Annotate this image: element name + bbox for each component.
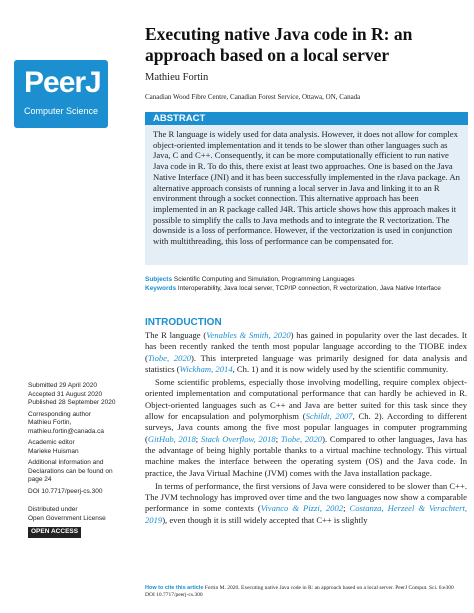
doi-sidebar[interactable]: DOI 10.7717/peerj-cs.300 xyxy=(28,487,103,495)
text-run: , Ch. 2). According to different surveys, Java counts among the five most popular languages in computer programming ( xyxy=(145,411,467,444)
academic-editor-name: Marieke Huisman xyxy=(28,447,79,455)
citation-link[interactable]: GitHub, 2018 xyxy=(147,433,196,444)
citation-link[interactable]: Wickham, 2014 xyxy=(179,363,233,374)
how-to-cite-label: How to cite this article xyxy=(145,585,204,591)
citation-link[interactable]: Vivanco & Pizzi, 2002 xyxy=(260,503,344,514)
text-run: ) has gained in popularity over the last decades. It has been recently ranked the tenth most popular language according to the TIOBE index ( xyxy=(145,330,468,363)
academic-editor-block xyxy=(28,439,128,456)
metadata-block xyxy=(145,276,465,293)
citation-link[interactable]: Costanza, Herzeel & Verachtert, 2019 xyxy=(145,503,467,525)
footer-doi[interactable]: DOI 10.7717/peerj-cs.300 xyxy=(145,592,203,598)
text-run: ). Compared to other languages, Java has the advantage of being highly portable thanks to a virtual machine technology. This virtual machine makes the interface between the operating system (OS) and the Java code. In practice, the Java Virtual Machine (JVM) comes with the Java installation package. xyxy=(145,433,468,478)
corresponding-author-name: Mathieu Fortin, xyxy=(28,419,72,426)
citation-link[interactable]: Tiobe, 2020 xyxy=(280,433,323,444)
open-access-badge: OPEN ACCESS xyxy=(28,527,81,538)
text-run: ; xyxy=(343,503,350,514)
keywords-value: Interoperability, Java local server, TCP/IP connection, R vectorization, Java Native Interface xyxy=(177,284,441,292)
citation-link[interactable]: Venables & Smith, 2020 xyxy=(206,330,291,340)
subjects-value: Scientific Computing and Simulation, Programming Languages xyxy=(173,276,355,283)
published-date: Published 28 September 2020 xyxy=(28,399,116,406)
logo-subtitle: Computer Science xyxy=(24,106,99,116)
peerj-logo xyxy=(14,60,108,128)
text-run: , Ch. 1) and it is now widely used by the scientific community. xyxy=(232,363,449,374)
citation-link[interactable]: Schildt, 2007 xyxy=(305,411,353,422)
accepted-date: Accepted 31 August 2020 xyxy=(28,390,103,398)
keywords-label: Keywords xyxy=(145,284,177,292)
intro-paragraph-2 xyxy=(145,377,467,479)
text-run: ; xyxy=(195,433,201,444)
intro-paragraph-1 xyxy=(145,330,467,375)
subjects-line xyxy=(145,276,465,285)
corresponding-author-block xyxy=(28,411,128,437)
corresponding-author-email[interactable]: mathieu.fortin@canada.ca xyxy=(28,427,104,435)
license-line-1: Distributed under xyxy=(28,506,78,513)
subjects-label: Subjects xyxy=(145,276,173,283)
additional-info: Additional Information and Declarations can be found on page 24 xyxy=(28,459,113,483)
citation-link[interactable]: Stack Overflow, 2018 xyxy=(200,433,276,444)
license-block xyxy=(28,506,128,523)
corresponding-author-label: Corresponding author xyxy=(28,410,91,418)
introduction-body xyxy=(145,330,467,526)
text-run: In terms of performance, the first versions of Java were considered to be slower than C++. The JVM technology has improved over time and the two languages now show a comparable performance in some contexts ( xyxy=(145,480,467,514)
dates-block xyxy=(28,382,128,408)
citation-link[interactable]: Tiobe, 2020 xyxy=(147,352,192,363)
abstract-body: The R language is widely used for data analysis. However, it does not allow for complex object-oriented implementation and it tends to be slower than other languages such as Java, C and C++. Consequently, it can be more computationally efficient to run native Java code in R. To do this, there exist at least two approaches. One is based on the Java Native Interface (JNI) and it has been successfully implemented in the rJava package. An alternative approach consists of running a local server in Java and linking it to an R environment through a socket connection. This alternative approach has been implemented in an R package called J4R. This article shows how this approach makes it possible to simplify the calls to Java methods and to integrate the R vectorization. The downside is a loss of performance. However, if the vectorization is used in conjunction with multithreading, this loss of performance can be compensated for. xyxy=(145,125,468,265)
article-sidebar xyxy=(28,382,128,538)
abstract-heading: ABSTRACT xyxy=(145,112,468,125)
text-run: ), even though it is still widely accepted that C++ is slightly xyxy=(162,514,368,525)
affiliation: Canadian Wood Fibre Centre, Canadian Forest Service, Ottawa, ON, Canada xyxy=(145,93,361,101)
paper-title: Executing native Java code in R: an approach based on a local server xyxy=(145,24,413,65)
introduction-heading: INTRODUCTION xyxy=(145,317,222,328)
page-footer xyxy=(145,585,470,599)
logo-brand: PeerJ xyxy=(24,66,101,99)
citation-line xyxy=(145,585,470,592)
keywords-line xyxy=(145,285,465,294)
text-run: Some scientific problems, especially those involving modelling, require complex object-oriented implementation and computational performance that can hardly be achieved in R. Object-oriented languages such as C++ and Java are better suited for this task since they allow for encapsulation and polymorphism ( xyxy=(145,377,467,422)
intro-paragraph-3 xyxy=(145,481,467,526)
text-run: ). This interpreted language was primarily designed for data analysis and statistics ( xyxy=(145,352,467,374)
submitted-date: Submitted 29 April 2020 xyxy=(28,382,98,389)
author-name: Mathieu Fortin xyxy=(145,72,209,83)
citation-text: Fortin M. 2020. Executing native Java code in R: an approach based on a local server. PeerJ Comput. Sci. 6:e300 xyxy=(204,585,454,591)
license-line-2[interactable]: Open Government License xyxy=(28,514,106,522)
academic-editor-label: Academic editor xyxy=(28,439,75,446)
text-run: ; xyxy=(275,433,281,444)
text-run: The R language ( xyxy=(145,330,207,340)
